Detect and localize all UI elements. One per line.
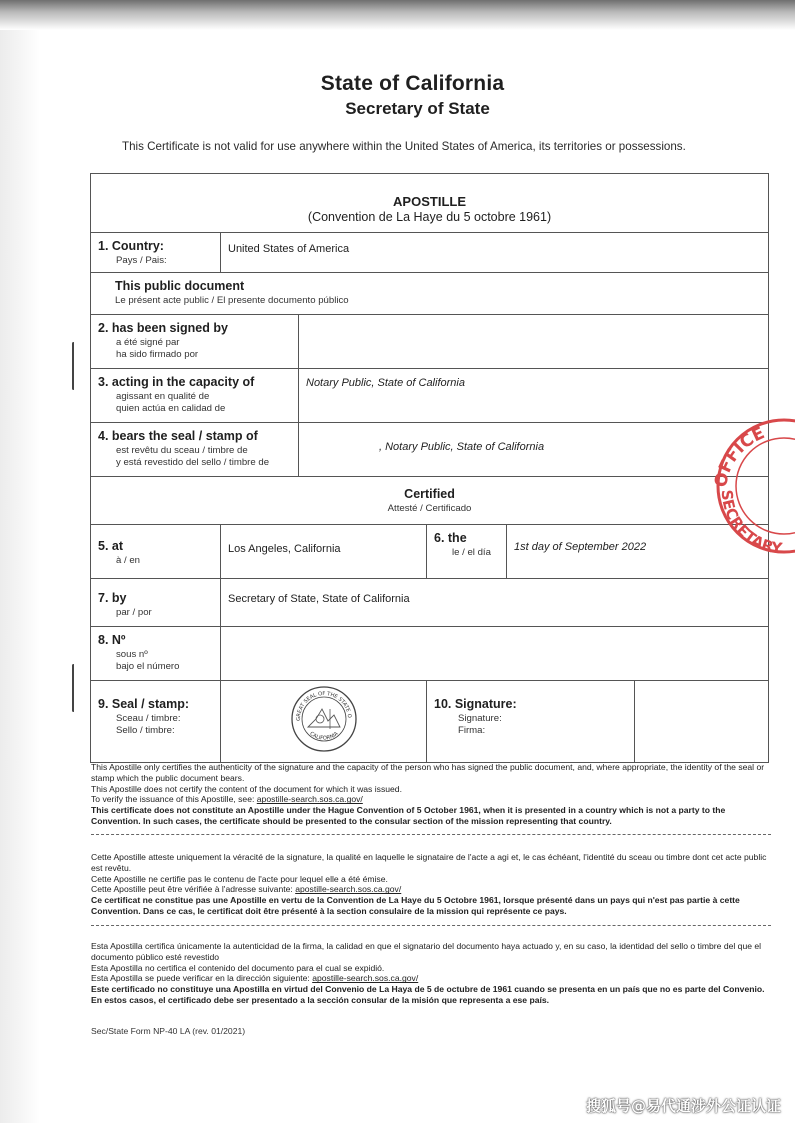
note-en-bold: This certificate does not constitute an Apostille under the Hague Convention of 5 October 1961, when it is presented in a country which is not a party to the Convention. In such cases, the certificate should be presented to the consular section of the mission representing that country. xyxy=(91,805,726,827)
svg-text:CALIFORNIA xyxy=(308,731,339,742)
document-title: State of California xyxy=(320,72,505,95)
place-date-row xyxy=(91,525,769,579)
seal-signature-row xyxy=(91,681,769,763)
certified-row xyxy=(91,477,769,525)
note-fr-2: Cette Apostille ne certifie pas le contenu de l'acte pour lequel elle a été émise. xyxy=(91,873,388,884)
document-subtitle: Secretary of State xyxy=(345,99,490,118)
seal-of-sublabel-fr: est revêtu du sceau / timbre de xyxy=(116,445,248,457)
public-document-sublabel: Le présent acte public / El presente documento público xyxy=(115,295,349,307)
verify-link-fr[interactable]: apostille-search.sos.ca.gov/ xyxy=(295,884,402,895)
seal-cell xyxy=(221,681,427,763)
secretary-stamp-icon xyxy=(700,398,795,568)
country-label: 1. Country: xyxy=(98,238,164,253)
note-es-bold: Este certificado no constituye una Apostilla en virtud del Convenio de La Haya de 5 de octubre de 1961 cuando se presenta en un país que no es parte del Convenio. En estos casos, el certificado debe ser presentado a la sección consular de la misión que representa a ese país. xyxy=(91,984,765,1006)
notes-english xyxy=(91,762,771,827)
by-value: Secretary of State, State of California xyxy=(221,579,769,627)
red-office-stamp xyxy=(700,398,795,573)
capacity-label: 3. acting in the capacity of xyxy=(98,375,255,390)
signed-by-row xyxy=(91,315,769,369)
document-header xyxy=(0,72,795,119)
apostille-convention: (Convention de La Haye du 5 octobre 1961) xyxy=(307,210,552,225)
signature-sublabel-es: Firma: xyxy=(458,725,486,737)
note-es-1: Esta Apostilla certifica únicamente la autenticidad de la firma, la calidad en que el signatario del documento haya actuado y, en su caso, la identidad del sello o timbre del que el documento público esté revestido xyxy=(91,941,762,962)
seal-of-sublabel-es: y está revestido del sello / timbre de xyxy=(116,457,270,469)
signed-by-label: 2. has been signed by xyxy=(98,321,228,336)
divider xyxy=(91,925,771,926)
verify-link-es[interactable]: apostille-search.sos.ca.gov/ xyxy=(312,973,419,984)
seal-text-top: GREAT SEAL OF THE STATE O xyxy=(295,691,352,722)
at-value: Los Angeles, California xyxy=(221,525,427,579)
note-en-1: This Apostille only certifies the authenticity of the signature and the capacity of the person who has signed the public document, and, where appropriate, the identity of the seal or stamp which the public document bears. xyxy=(91,762,765,783)
at-label: 5. at xyxy=(98,539,124,554)
page-top-shadow xyxy=(0,0,795,30)
public-document-row xyxy=(91,273,769,315)
date-sublabel: le / el día xyxy=(452,547,491,559)
signed-by-sublabel-fr: a été signé par xyxy=(116,337,180,349)
signature-label: 10. Signature: xyxy=(434,697,517,712)
note-en-2: This Apostille does not certify the content of the document for which it was issued. xyxy=(91,783,402,794)
seal-label: 9. Seal / stamp: xyxy=(98,697,190,712)
notes-spanish xyxy=(91,941,771,1006)
apostille-table xyxy=(90,173,769,763)
note-es-2: Esta Apostilla no certifica el contenido del documento para el cual se expidió. xyxy=(91,962,385,973)
signature-sublabel-fr: Signature: xyxy=(458,713,502,725)
svg-text:SECRETARY xyxy=(718,489,785,558)
stamp-text-top: OFFICE xyxy=(710,423,768,490)
seal-sublabel-fr: Sceau / timbre: xyxy=(116,713,181,725)
by-row xyxy=(91,579,769,627)
signed-by-sublabel-es: ha sido firmado por xyxy=(116,349,199,361)
public-document-label: This public document xyxy=(115,279,245,294)
number-label: 8. Nº xyxy=(98,633,126,648)
country-sublabel: Pays / Pais: xyxy=(116,254,167,266)
note-es-3: Esta Apostilla se puede verificar en la dirección siguiente: xyxy=(91,973,310,984)
seal-of-value: , Notary Public, State of California xyxy=(299,423,769,477)
capacity-value: Notary Public, State of California xyxy=(299,369,769,423)
divider xyxy=(91,834,771,835)
note-fr-bold: Ce certificat ne constitue pas une Apostille en vertu de la Convention de La Haye du 5 Octobre 1961, lorsque présenté dans un pays qui n'est pas partie à cette Convention. Dans ce cas, le certificat doit être présenté à la section consulaire de la mission qui représente ce pays. xyxy=(91,895,740,917)
validity-notice: This Certificate is not valid for use anywhere within the United States of America, its territories or possessions. xyxy=(122,140,686,153)
seal-sublabel-es: Sello / timbre: xyxy=(116,725,175,737)
note-en-3: To verify the issuance of this Apostille, see: xyxy=(91,794,255,805)
verify-link-en[interactable]: apostille-search.sos.ca.gov/ xyxy=(256,794,363,805)
capacity-row xyxy=(91,369,769,423)
number-value xyxy=(221,627,769,681)
page-edge-shadow xyxy=(0,0,40,1123)
seal-of-row xyxy=(91,423,769,477)
number-sublabel-fr: sous nº xyxy=(116,649,148,661)
svg-text:OFFICE xyxy=(711,423,768,489)
pen-mark xyxy=(72,664,75,712)
at-sublabel: à / en xyxy=(116,555,141,567)
by-sublabel: par / por xyxy=(116,607,152,619)
pen-mark xyxy=(72,342,75,390)
notes-french xyxy=(91,852,771,917)
great-seal-icon xyxy=(290,685,358,753)
signed-by-value xyxy=(299,315,769,369)
note-fr-3: Cette Apostille peut être vérifiée à l'adresse suivante: xyxy=(91,884,293,895)
country-value: United States of America xyxy=(221,232,769,273)
date-value: 1st day of September 2022 xyxy=(507,525,769,579)
certified-label: Certified xyxy=(404,487,455,502)
capacity-sublabel-es: quien actúa en calidad de xyxy=(116,403,226,415)
date-label: 6. the xyxy=(434,531,467,546)
note-fr-1: Cette Apostille atteste uniquement la véracité de la signature, la qualité en laquelle le signataire de l'acte a agi et, le cas échéant, l'identité du sceau ou timbre dont cet acte public est revêtu. xyxy=(91,852,767,873)
certified-sublabel: Attesté / Certificado xyxy=(387,503,472,515)
signature-cell xyxy=(635,681,769,763)
seal-text-bottom: CALIFORNIA xyxy=(307,731,340,743)
stamp-text-bottom: SECRETARY xyxy=(717,489,784,558)
apostille-title: APOSTILLE xyxy=(393,194,466,209)
number-sublabel-es: bajo el número xyxy=(116,661,180,673)
seal-of-label: 4. bears the seal / stamp of xyxy=(98,429,258,444)
apostille-header-row xyxy=(91,174,769,233)
country-row xyxy=(91,232,769,273)
number-row xyxy=(91,627,769,681)
form-number: Sec/State Form NP-40 LA (rev. 01/2021) xyxy=(91,1026,246,1036)
watermark: 搜狐号@易代通涉外公证认证 xyxy=(586,1097,782,1115)
by-label: 7. by xyxy=(98,591,127,606)
capacity-sublabel-fr: agissant en qualité de xyxy=(116,391,210,403)
